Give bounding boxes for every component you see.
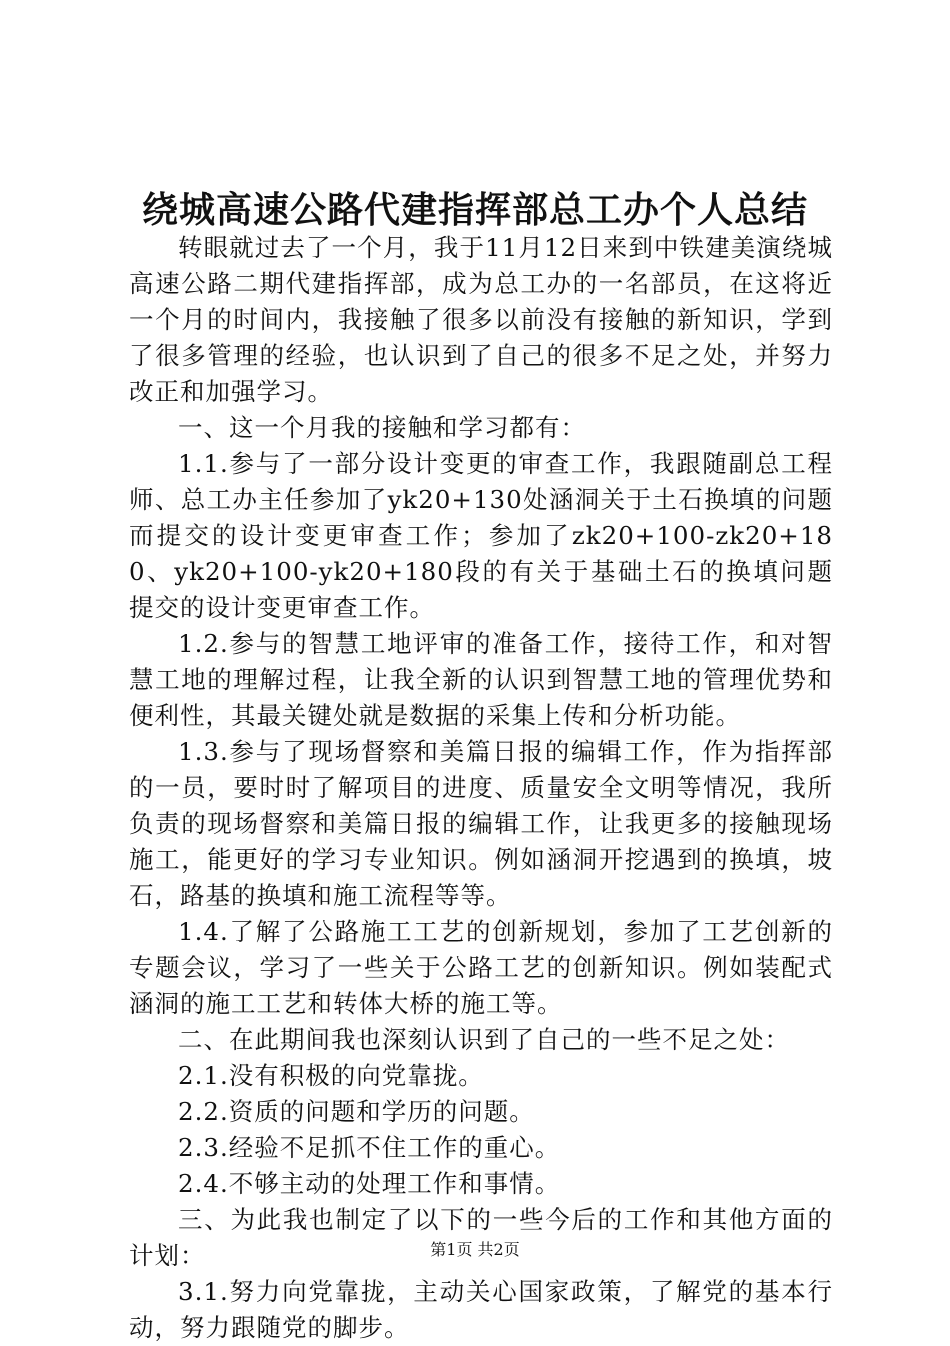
section-heading-3: 三、为此我也制定了以下的一些今后的工作和其他方面的计划： — [129, 1205, 833, 1270]
document-body — [129, 230, 833, 1346]
paragraph-1-2: 1.2.参与的智慧工地评审的准备工作，接待工作，和对智慧工地的理解过程，让我全新的认识到智慧工地的管理优势和便利性，其最关键处就是数据的采集上传和分析功能。 — [129, 629, 833, 730]
paragraph-2-1: 2.1.没有积极的向党靠拢。 — [178, 1061, 484, 1090]
paragraph-1-1: 1.1.参与了一部分设计变更的审查工作，我跟随副总工程师、总工办主任参加了yk20+130处涵洞关于土石换填的问题而提交的设计变更审查工作；参加了zk20+100-zk20+180、yk20+100-yk20+180段的有关于基础土石的换填问题提交的设计变更审查工作。 — [129, 449, 833, 622]
paragraph-intro: 转眼就过去了一个月，我于11月12日来到中铁建美演绕城高速公路二期代建指挥部，成为总工办的一名部员，在这将近一个月的时间内，我接触了很多以前没有接触的新知识，学到了很多管理的经验，也认识到了自己的很多不足之处，并努力改正和加强学习。 — [129, 233, 833, 406]
section-heading-1: 一、这一个月我的接触和学习都有： — [178, 413, 586, 442]
document-title: 绕城高速公路代建指挥部总工办个人总结 — [141, 189, 808, 231]
page-footer: 第1页 共2页 — [430, 1240, 520, 1259]
paragraph-2-2: 2.2.资质的问题和学历的问题。 — [178, 1097, 535, 1126]
paragraph-1-3: 1.3.参与了现场督察和美篇日报的编辑工作，作为指挥部的一员，要时时了解项目的进度、质量安全文明等情况，我所负责的现场督察和美篇日报的编辑工作，让我更多的接触现场施工，能更好的学习专业知识。例如涵洞开挖遇到的换填，坡石，路基的换填和施工流程等等。 — [129, 737, 833, 910]
paragraph-3-1: 3.1.努力向党靠拢，主动关心国家政策，了解党的基本行动，努力跟随党的脚步。 — [129, 1277, 833, 1342]
paragraph-2-3: 2.3.经验不足抓不住工作的重心。 — [178, 1133, 561, 1162]
paragraph-2-4: 2.4.不够主动的处理工作和事情。 — [178, 1169, 561, 1198]
paragraph-1-4: 1.4.了解了公路施工工艺的创新规划，参加了工艺创新的专题会议，学习了一些关于公路工艺的创新知识。例如装配式涵洞的施工工艺和转体大桥的施工等。 — [129, 917, 833, 1018]
section-heading-2: 二、在此期间我也深刻认识到了自己的一些不足之处： — [178, 1025, 790, 1054]
